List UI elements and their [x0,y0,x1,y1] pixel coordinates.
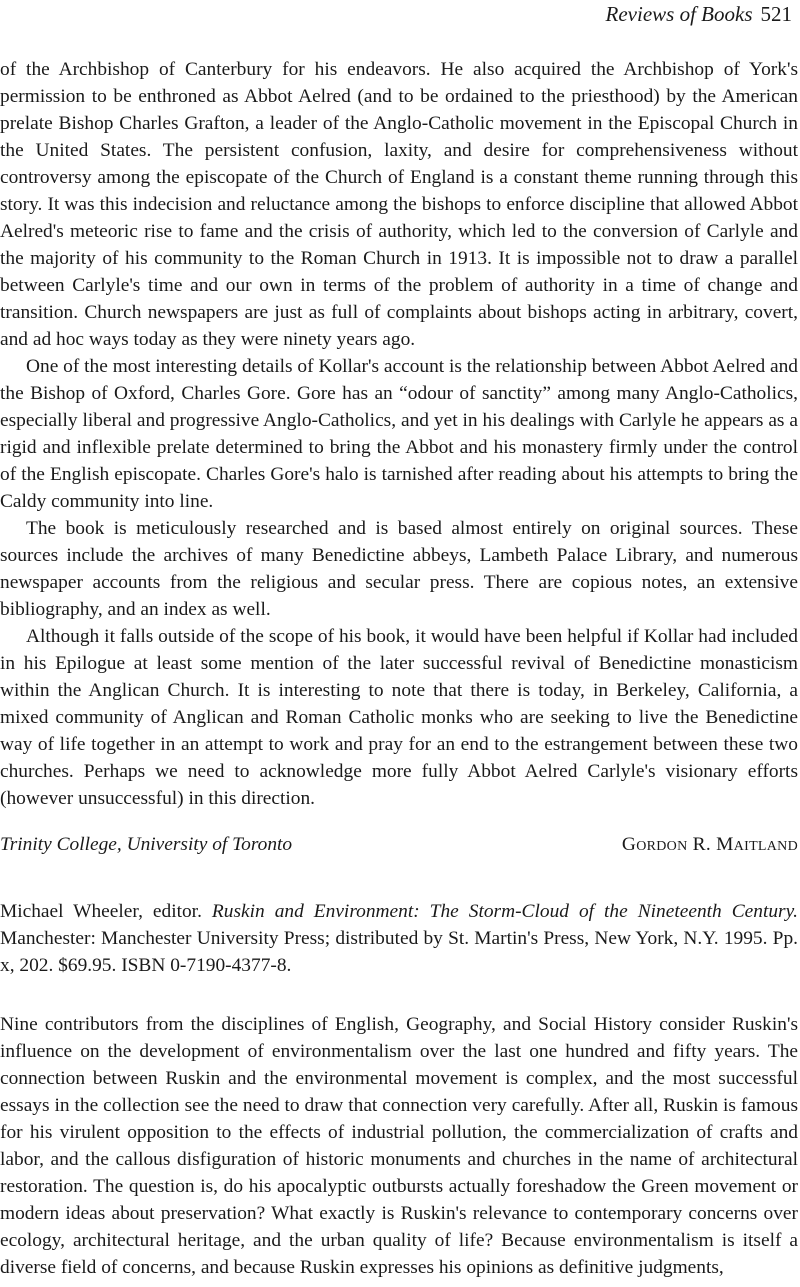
review-1-paragraph-1: of the Archbishop of Canterbury for his endeavors. He also acquired the Archbishop of York's permission to be enthroned as Abbot Aelred (and to be ordained to the priesthood) by the American prelate Bishop Charles Grafton, a leader of the Anglo-Catholic movement in the Episcopal Church in the United States. The persistent confusion, laxity, and desire for comprehensiveness without controversy among the episcopate of the Church of England is a constant theme running through this story. It was this indecision and reluctance among the bishops to enforce discipline that allowed Abbot Aelred's meteoric rise to fame and the crisis of authority, which led to the conversion of Carlyle and the majority of his community to the Roman Church in 1913. It is impossible not to draw a parallel between Carlyle's time and our own in terms of the problem of authority in a time of change and transition. Church newspapers are just as full of complaints about bishops acting in arbitrary, covert, and ad hoc ways today as they were ninety years ago. [0,59,798,350]
review-1-body [0,56,798,812]
review-1-paragraph-4: Although it falls outside of the scope of his book, it would have been helpful if Kollar had included in his Epilogue at least some mention of the later successful revival of Benedictine monasticism within the Anglican Church. It is interesting to note that there is today, in Berkeley, California, a mixed community of Anglican and Roman Catholic monks who are seeking to live the Benedictine way of life together in an attempt to work and pray for an end to the estrangement between these two churches. Perhaps we need to acknowledge more fully Abbot Aelred Carlyle's visionary efforts (however unsuccessful) in this direction. [0,626,798,809]
book-author: Michael Wheeler, editor. [0,901,202,922]
book-title: Ruskin and Environment: The Storm-Cloud of the Nineteenth Century. [211,901,798,922]
review-1-paragraph-2: One of the most interesting details of Kollar's account is the relationship between Abbot Aelred and the Bishop of Oxford, Charles Gore. Gore has an “odour of sanctity” among many Anglo-Catholics, especially liberal and progressive Anglo-Catholics, and yet in his dealings with Carlyle he appears as a rigid and inflexible prelate determined to bring the Abbot and his monastery firmly under the control of the English episcopate. Charles Gore's halo is tarnished after reading about his attempts to bring the Caldy community into line. [0,356,798,512]
running-header [606,0,792,28]
review-2-citation [0,898,798,979]
review-2-body [0,1011,798,1281]
reviewer-name: Gordon R. Maitland [621,834,798,855]
review-1-signature [0,831,798,858]
book-publication: Manchester: Manchester University Press; distributed by St. Martin's Press, New York, N.Y. 1995. Pp. x, 202. $69.95. ISBN 0-7190-4377-8. [0,928,798,976]
reviewer-affiliation: Trinity College, University of Toronto [0,834,293,855]
page-number: 521 [760,2,792,26]
review-1-paragraph-3: The book is meticulously researched and is based almost entirely on original sources. These sources include the archives of many Benedictine abbeys, Lambeth Palace Library, and numerous newspaper accounts from the religious and secular press. There are copious notes, an extensive bibliography, and an index as well. [0,518,798,620]
journal-section-title: Reviews of Books [605,2,753,26]
review-2-paragraph-1: Nine contributors from the disciplines of English, Geography, and Social History consider Ruskin's influence on the development of environmentalism over the last one hundred and fifty years. The connection between Ruskin and the environmental movement is complex, and the most successful essays in the collection see the need to draw that connection very carefully. After all, Ruskin is famous for his virulent opposition to the effects of industrial pollution, the commercialization of crafts and labor, and the callous disfiguration of historic monuments and churches in the name of architectural restoration. The question is, do his apocalyptic outbursts actually foreshadow the Green movement or modern ideas about preservation? What exactly is Ruskin's relevance to contemporary concerns over ecology, architectural heritage, and the urban quality of life? Because environmentalism is itself a diverse field of concerns, and because Ruskin expresses his opinions as definitive judgments, [0,1014,798,1278]
